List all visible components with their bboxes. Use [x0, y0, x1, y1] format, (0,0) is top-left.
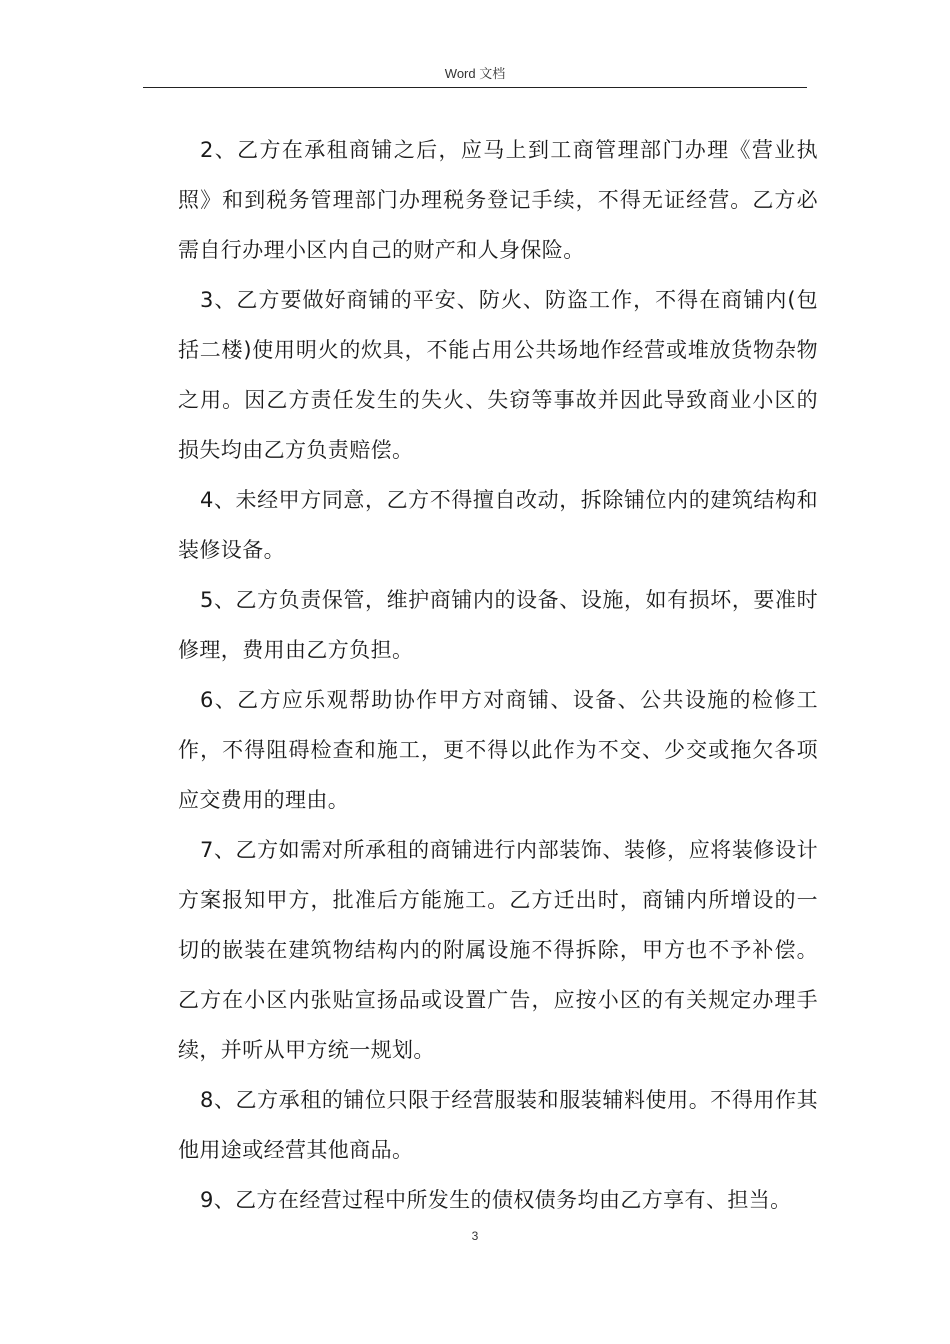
page-header-title: Word 文档 [444, 66, 506, 81]
clause-9: 9、乙方在经营过程中所发生的债权债务均由乙方享有、担当。 [200, 1188, 792, 1212]
clause-3: 3、乙方要做好商铺的平安、防火、防盗工作，不得在商铺内(包括二楼)使用明火的炊具，不能占用公共场地作经营或堆放货物杂物之用。因乙方责任发生的失火、失窃等事故并因此导致商业小区的损失均由乙方负责赔偿。 [178, 288, 818, 462]
clause-5: 5、乙方负责保管，维护商铺内的设备、设施，如有损坏，要准时修理，费用由乙方负担。 [178, 588, 818, 662]
clause-6: 6、乙方应乐观帮助协作甲方对商铺、设备、公共设施的检修工作，不得阻碍检查和施工，更不得以此作为不交、少交或拖欠各项应交费用的理由。 [178, 688, 818, 812]
clause-4: 4、未经甲方同意，乙方不得擅自改动，拆除铺位内的建筑结构和装修设备。 [178, 488, 818, 562]
page-number: 3 [471, 1229, 479, 1243]
clause-8: 8、乙方承租的铺位只限于经营服装和服装辅料使用。不得用作其他用途或经营其他商品。 [178, 1088, 818, 1162]
header-divider [143, 87, 807, 88]
clause-2: 2、乙方在承租商铺之后，应马上到工商管理部门办理《营业执照》和到税务管理部门办理税务登记手续，不得无证经营。乙方必需自行办理小区内自己的财产和人身保险。 [178, 138, 818, 262]
clause-7: 7、乙方如需对所承租的商铺进行内部装饰、装修，应将装修设计方案报知甲方，批准后方能施工。乙方迁出时，商铺内所增设的一切的嵌装在建筑物结构内的附属设施不得拆除，甲方也不予补偿。乙方在小区内张贴宣扬品或设置广告，应按小区的有关规定办理手续，并听从甲方统一规划。 [178, 838, 818, 1062]
document-body [178, 125, 818, 1225]
